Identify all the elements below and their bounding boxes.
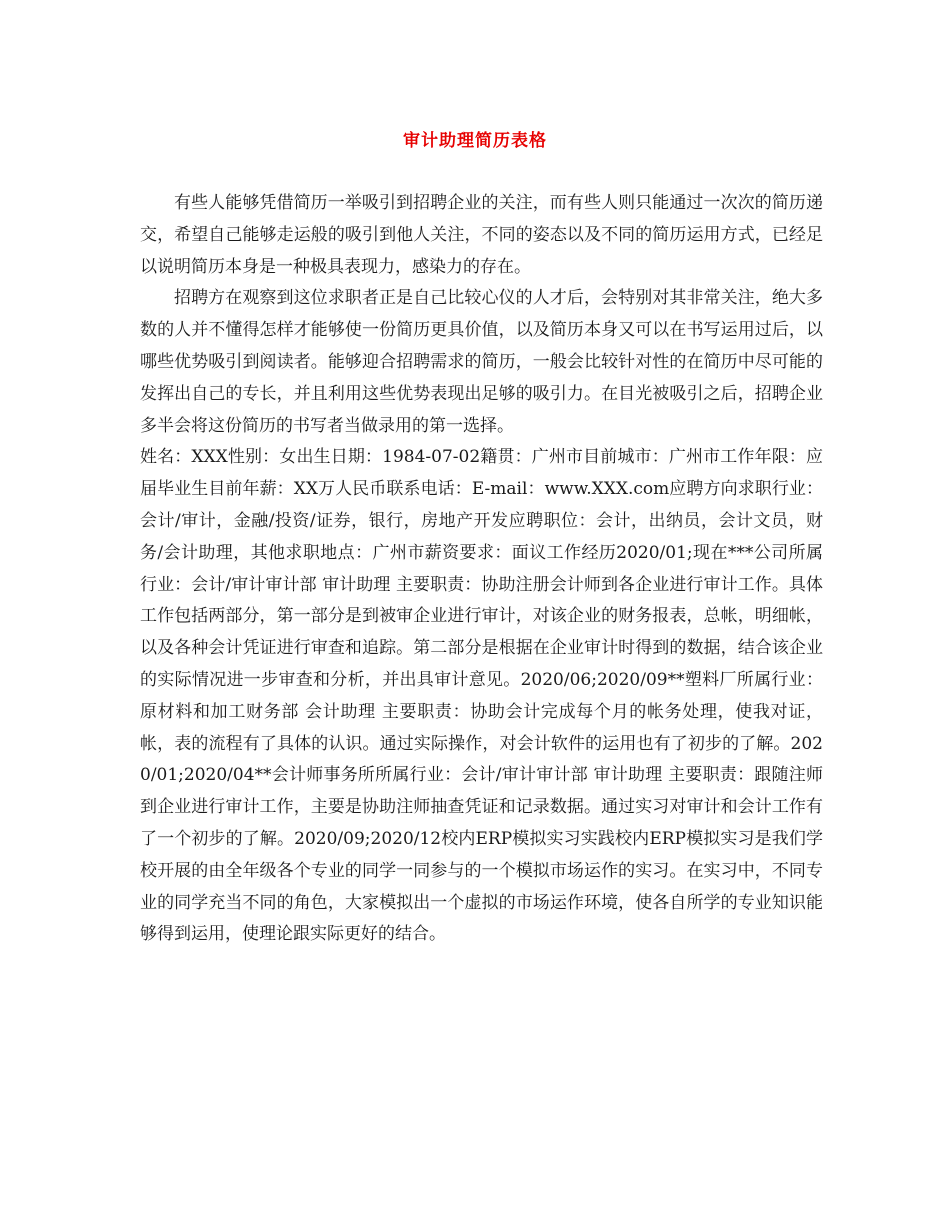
paragraph-intro: 有些人能够凭借简历一举吸引到招聘企业的关注，而有些人则只能通过一次次的简历递交，希望自己能够走运般的吸引到他人关注，不同的姿态以及不同的简历运用方式，已经足以说明简历本身是一种极具表现力，感染力的存在。 [140,193,823,277]
paragraph-recruiter-focus: 招聘方在观察到这位求职者正是自己比较心仪的人才后，会特别对其非常关注，绝大多数的人并不懂得怎样才能够使一份简历更具价值，以及简历本身又可以在书写运用过后，以哪些优势吸引到阅读者。能够迎合招聘需求的简历，一般会比较针对性的在简历中尽可能的发挥出自己的专长，并且利用这些优势表现出足够的吸引力。在目光被吸引之后，招聘企业多半会将这份简历的书写者当做录用的第一选择。 [140,288,823,436]
paragraph-resume-details: 姓名：XXX性别：女出生日期：1984-07-02籍贯：广州市目前城市：广州市工作年限：应届毕业生目前年薪：XX万人民币联系电话：E-mail：www.XXX.com应聘方向求职行业：会计/审计，金融/投资/证券，银行，房地产开发应聘职位：会计，出纳员，会计文员，财务/会计助理，其他求职地点：广州市薪资要求：面议工作经历2020/01;现在***公司所属行业：会计/审计审计部 审计助理 主要职责：协助注册会计师到各企业进行审计工作。具体工作包括两部分，第一部分是到被审企业进行审计，对该企业的财务报表，总帐，明细帐，以及各种会计凭证进行审查和追踪。第二部分是根据在企业审计时得到的数据，结合该企业的实际情况进一步审查和分析，并出具审计意见。2020/06;2020/09**塑料厂所属行业：原材料和加工财务部 会计助理 主要职责：协助会计完成每个月的帐务处理，使我对证，帐，表的流程有了具体的认识。通过实际操作，对会计软件的运用也有了初步的了解。2020/01;2020/04**会计师事务所所属行业：会计/审计审计部 审计助理 主要职责：跟随注师到企业进行审计工作，主要是协助注师抽查凭证和记录数据。通过实习对审计和会计工作有了一个初步的了解。2020/09;2020/12校内ERP模拟实习实践校内ERP模拟实习是我们学校开展的由全年级各个专业的同学一同参与的一个模拟市场运作的实习。在实习中，不同专业的同学充当不同的角色，大家模拟出一个虚拟的市场运作环境，使各自所学的专业知识能够得到运用，使理论跟实际更好的结合。 [140,447,823,945]
document-body [140,188,823,951]
document-title: 审计助理简历表格 [403,131,547,151]
